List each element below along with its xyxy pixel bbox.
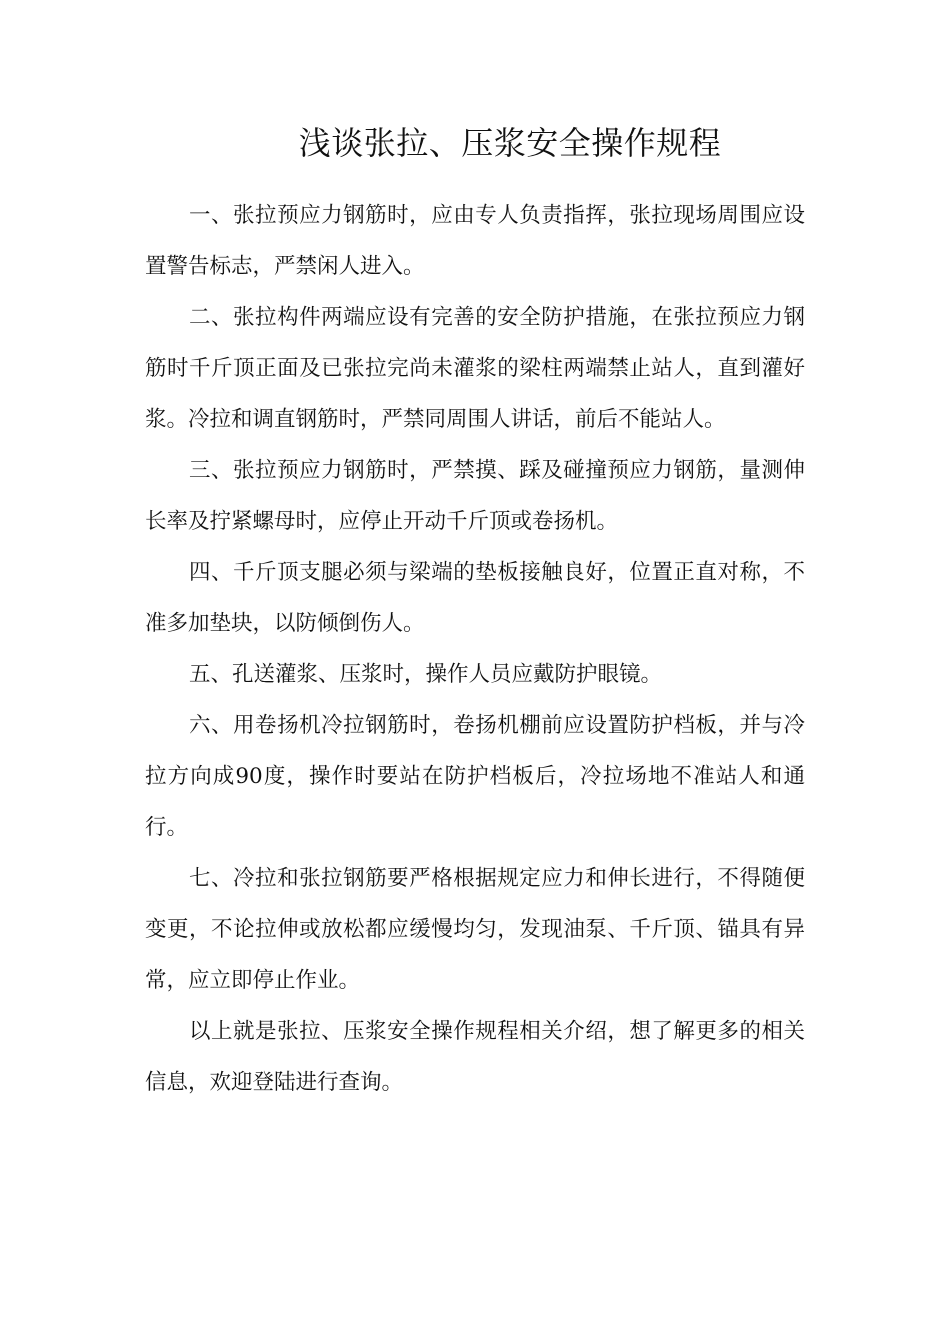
paragraph-4: 四、千斤顶支腿必须与梁端的垫板接触良好，位置正直对称，不准多加垫块，以防倾倒伤人。 bbox=[145, 560, 805, 636]
paragraph-5: 五、孔送灌浆、压浆时，操作人员应戴防护眼镜。 bbox=[189, 662, 663, 687]
document-title: 浅谈张拉、压浆安全操作规程 bbox=[298, 124, 722, 162]
paragraph-7: 七、冷拉和张拉钢筋要严格根据规定应力和伸长进行，不得随便变更，不论拉伸或放松都应缓慢均匀，发现油泵、千斤顶、锚具有异常，应立即停止作业。 bbox=[145, 866, 805, 993]
paragraph-1: 一、张拉预应力钢筋时，应由专人负责指挥，张拉现场周围应设置警告标志，严禁闲人进入。 bbox=[145, 203, 805, 279]
paragraph-2: 二、张拉构件两端应设有完善的安全防护措施，在张拉预应力钢筋时千斤顶正面及已张拉完尚未灌浆的梁柱两端禁止站人，直到灌好浆。冷拉和调直钢筋时，严禁同周围人讲话，前后不能站人。 bbox=[145, 305, 805, 432]
document-body bbox=[145, 190, 805, 1108]
paragraph-3: 三、张拉预应力钢筋时，严禁摸、踩及碰撞预应力钢筋，量测伸长率及拧紧螺母时，应停止开动千斤顶或卷扬机。 bbox=[145, 458, 805, 534]
paragraph-8: 以上就是张拉、压浆安全操作规程相关介绍，想了解更多的相关信息，欢迎登陆进行查询。 bbox=[145, 1019, 805, 1095]
paragraph-6: 六、用卷扬机冷拉钢筋时，卷扬机棚前应设置防护档板，并与冷拉方向成90度，操作时要站在防护档板后，冷拉场地不准站人和通行。 bbox=[145, 713, 805, 840]
